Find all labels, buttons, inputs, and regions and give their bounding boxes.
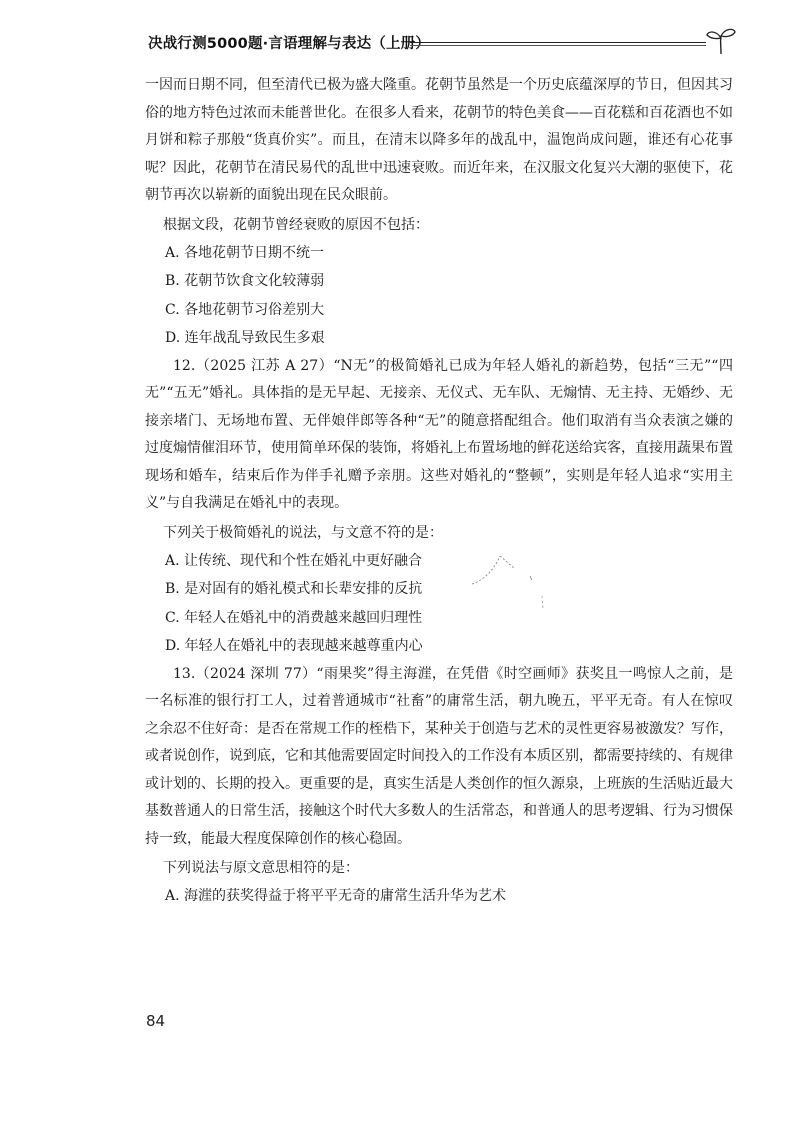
header-rule [410,42,706,43]
passage-continuation: 一因而日期不同，但至清代已极为盛大隆重。花朝节虽然是一个历史底蕴深厚的节日，但因其习俗的地方特色过浓而未能普世化。在很多人看来，花朝节的特色美食——百花糕和百花酒也不如月饼和粽子那般“货真价实”。而且，在清末以降多年的战乱中，温饱尚成问题，谁还有心花事呢？因此，花朝节在清民易代的乱世中迅速衰败。而近年来，在汉服文化复兴大潮的驱使下，花朝节再次以崭新的面貌出现在民众眼前。 [145,77,733,203]
question-11-option-a: A. 各地花朝节日期不统一 [165,244,325,261]
question-12-option-b: B. 是对固有的婚礼模式和长辈安排的反抗 [165,581,423,597]
question-13-option-a: A. 海漄的获奖得益于将平平无奇的庸常生活升华为艺术 [165,888,507,904]
pencil-mark [470,548,550,618]
question-13-passage: 13.（2024 深圳 77）“雨果奖”得主海漄，在凭借《时空画师》获奖且一鸣惊人之前，是一名标准的银行打工人，过着普通城市“社畜”的庸常生活，朝九晚五，平平无奇。有人在惊叹之余忍不住好奇：是否在常规工作的桎梏下，某种关于创造与艺术的灵性更容易被激发？写作，或者说创作，说到底，它和其他需要固定时间投入的工作没有本质区别，都需要持续的、有规律或计划的、长期的投入。更重要的是，真实生活是人类创作的恒久源泉，上班族的生活贴近最大基数普通人的日常生活，接触这个时代大多数人的生活常态，和普通人的思考逻辑、行为习惯保持一致，能最大程度保障创作的核心稳固。 [145,665,733,847]
question-13-stem: 下列说法与原文意思相符的是： [163,860,359,876]
question-11-stem: 根据文段，花朝节曾经衰败的原因不包括： [163,216,429,233]
question-12-stem: 下列关于极简婚礼的说法，与文意不符的是： [163,524,443,541]
question-11-option-d: D. 连年战乱导致民生多艰 [165,330,325,346]
sprout-icon [704,26,738,56]
question-12-option-d: D. 年轻人在婚礼中的表现越来越尊重内心 [165,638,423,654]
page-number: 84 [146,1012,166,1030]
header-rule-thin [410,45,706,46]
question-12-option-c: C. 年轻人在婚礼中的消费越来越回归理性 [165,609,423,626]
page-body [145,72,733,911]
running-header [148,28,748,58]
question-12-passage: 12.（2025 江苏 A 27）“N无”的极简婚礼已成为年轻人婚礼的新趋势，包括“三无”“四无”“五无”婚礼。具体指的是无早起、无接亲、无仪式、无车队、无煽情、无主持、无婚纱、无接亲堵门、无场地布置、无伴娘伴郎等各种“无”的随意搭配组合。他们取消有当众表演之嫌的过度煽情催泪环节，使用简单环保的装饰，将婚礼上布置场地的鲜花送给宾客，直接用蔬果布置现场和婚车，结束后作为伴手礼赠予亲朋。这些对婚礼的“整顿”，实则是年轻人追求“实用主义”与自我满足在婚礼中的表现。 [145,357,733,511]
header-title: 决战行测5000题·言语理解与表达（上册） [148,36,431,52]
question-11-option-b: B. 花朝节饮食文化较薄弱 [165,273,325,289]
question-11-option-c: C. 各地花朝节习俗差别大 [165,301,325,318]
question-12-option-a: A. 让传统、现代和个性在婚礼中更好融合 [165,552,423,569]
